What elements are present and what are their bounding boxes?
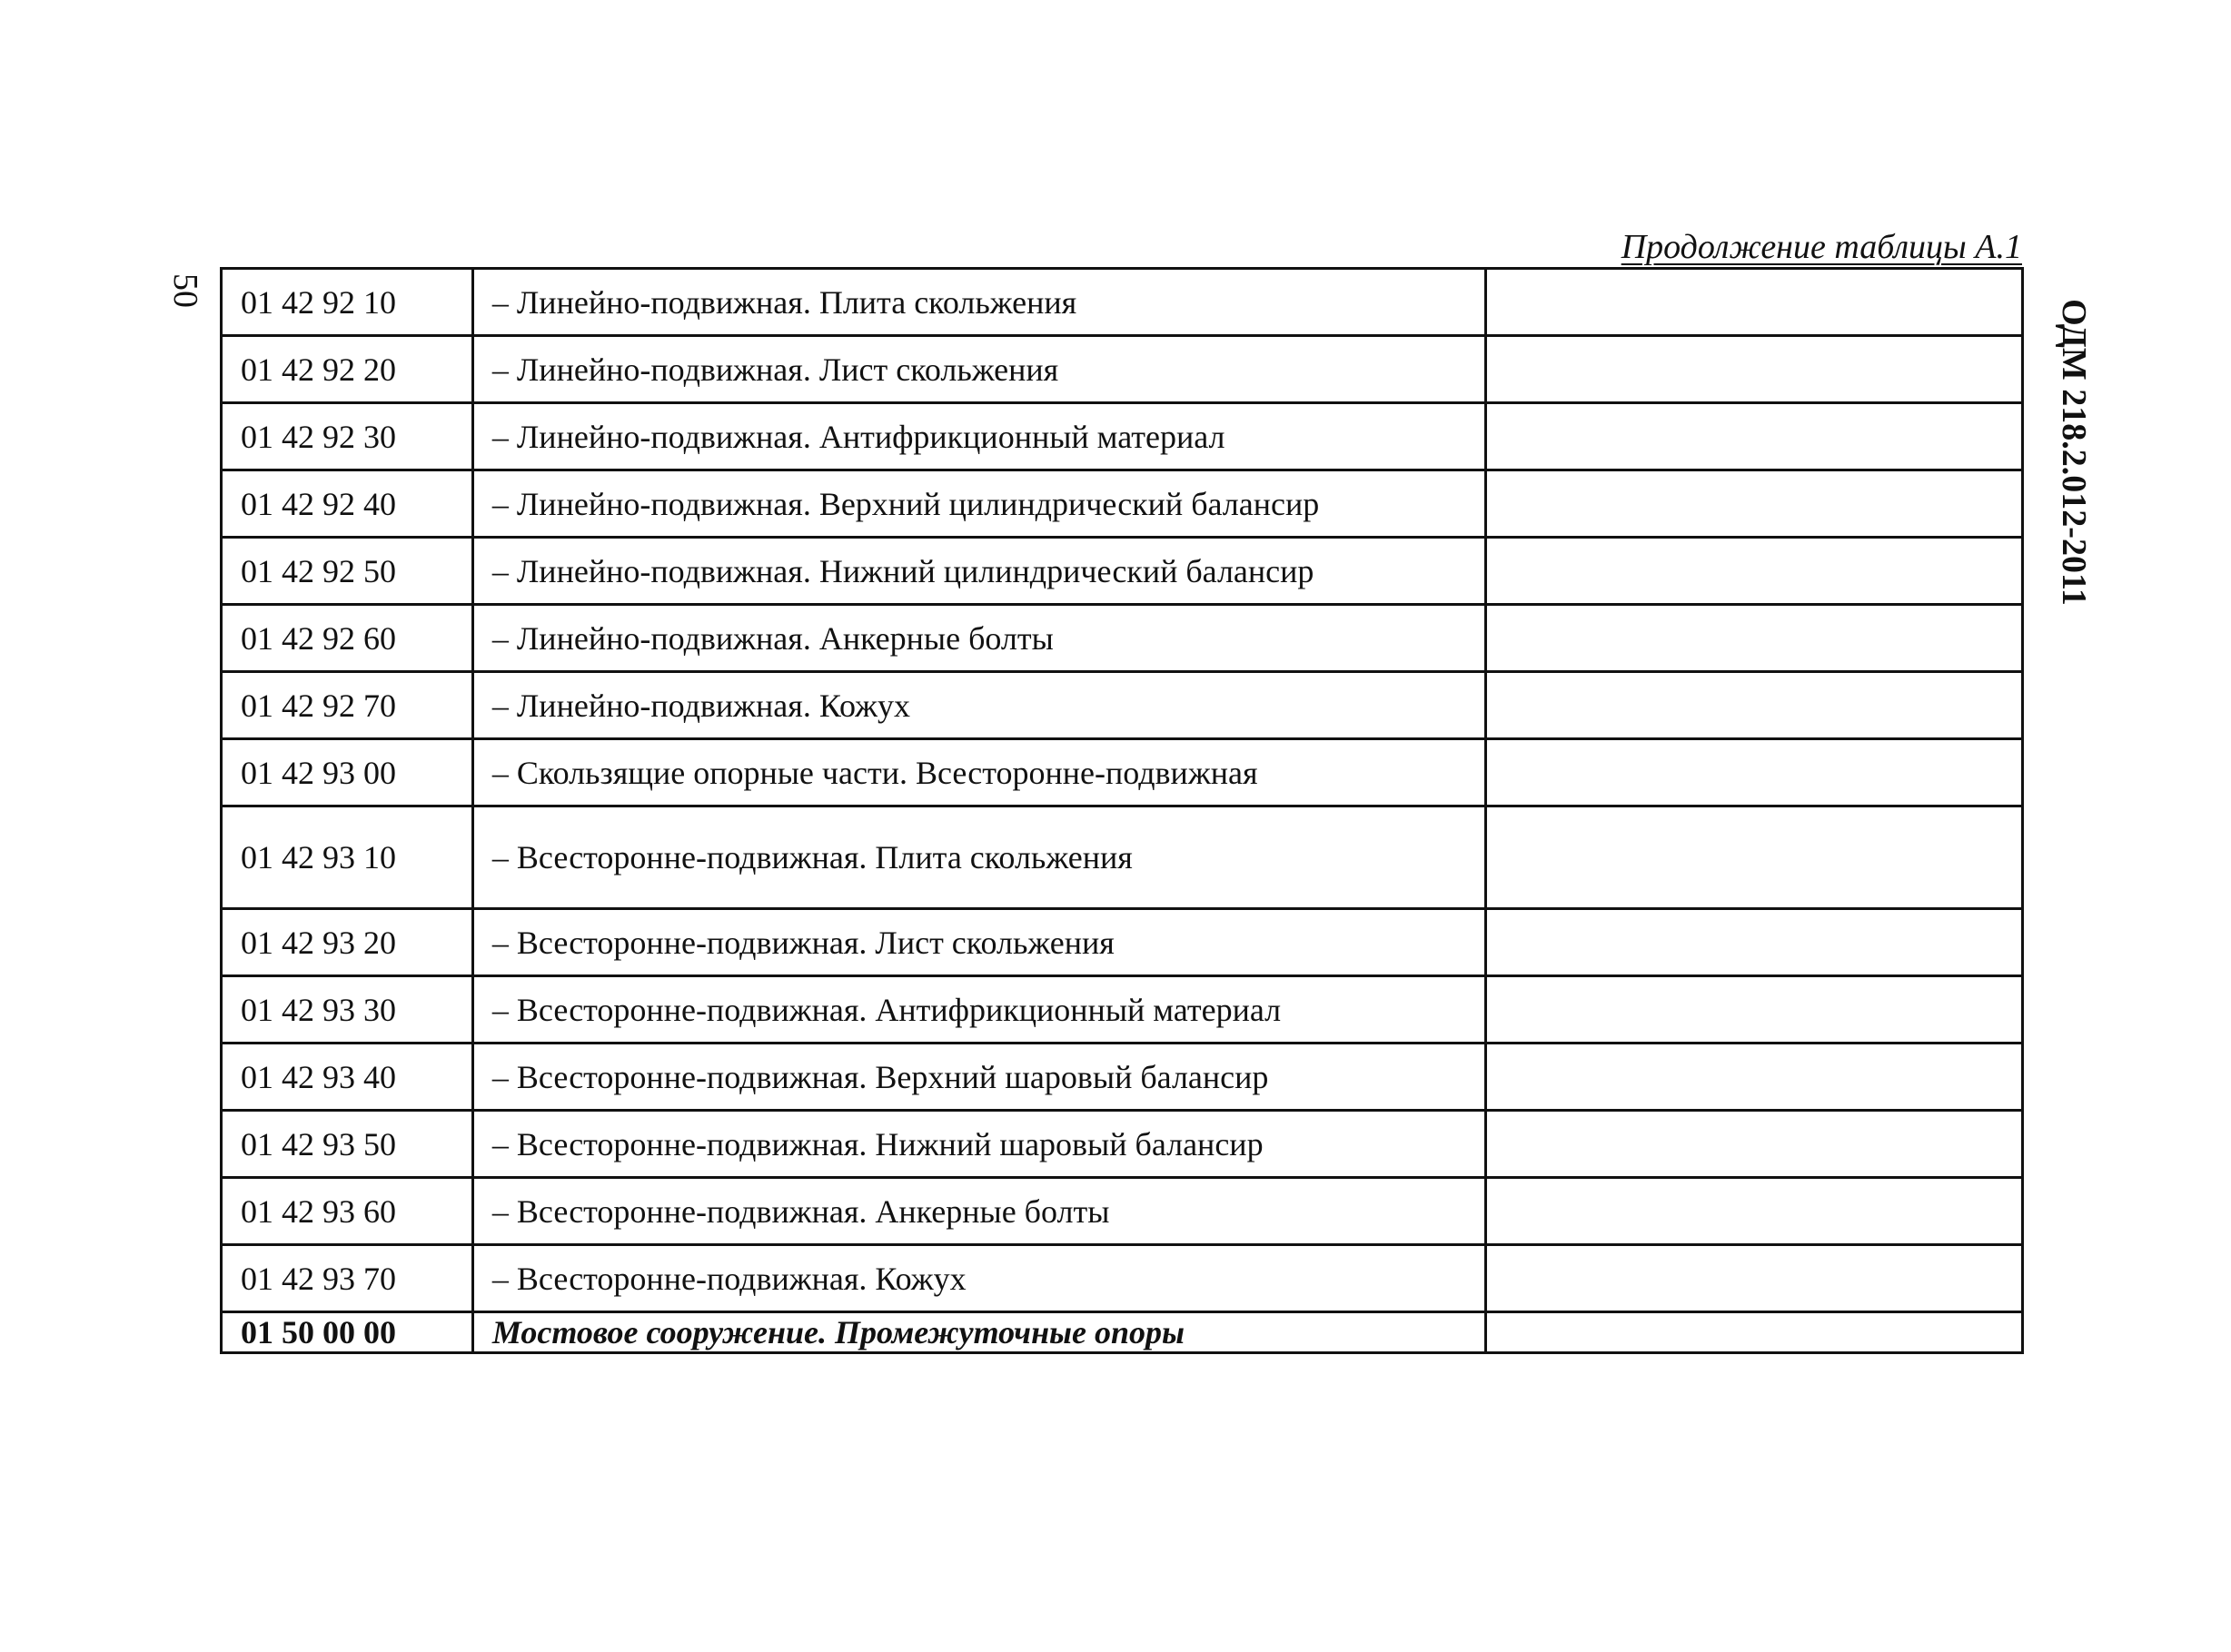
extra-cell (1485, 1178, 2022, 1245)
code-cell: 01 42 92 30 (222, 403, 473, 470)
extra-cell (1485, 976, 2022, 1044)
table-row (222, 1178, 2023, 1245)
table-row (222, 403, 2023, 470)
name-cell: – Линейно-подвижная. Лист скольжения (472, 336, 1485, 403)
extra-cell (1485, 269, 2022, 336)
table-row (222, 605, 2023, 672)
name-cell: – Линейно-подвижная. Плита скольжения (472, 269, 1485, 336)
name-cell: – Всесторонне-подвижная. Антифрикционный материал (472, 976, 1485, 1044)
code-cell: 01 42 93 60 (222, 1178, 473, 1245)
name-cell: – Линейно-подвижная. Нижний цилиндрический балансир (472, 538, 1485, 605)
table-row (222, 1044, 2023, 1111)
table-row (222, 976, 2023, 1044)
name-cell: – Линейно-подвижная. Верхний цилиндрический балансир (472, 470, 1485, 538)
code-cell: 01 42 93 50 (222, 1111, 473, 1178)
code-cell: 01 42 92 20 (222, 336, 473, 403)
table-row (222, 1245, 2023, 1312)
page-number: 50 (166, 273, 204, 308)
name-cell: – Всесторонне-подвижная. Лист скольжения (472, 909, 1485, 976)
code-cell: 01 42 92 60 (222, 605, 473, 672)
extra-cell (1485, 336, 2022, 403)
code-cell: 01 42 92 50 (222, 538, 473, 605)
document-code: ОДМ 218.2.012-2011 (2055, 299, 2093, 606)
table-row-section-heading (222, 1312, 2023, 1353)
code-cell: 01 42 93 40 (222, 1044, 473, 1111)
extra-cell (1485, 1312, 2022, 1353)
name-cell: – Всесторонне-подвижная. Кожух (472, 1245, 1485, 1312)
extra-cell (1485, 909, 2022, 976)
code-cell: 01 42 92 70 (222, 672, 473, 739)
table-row (222, 739, 2023, 806)
table-row (222, 538, 2023, 605)
extra-cell (1485, 739, 2022, 806)
table-row (222, 806, 2023, 909)
name-cell: – Всесторонне-подвижная. Анкерные болты (472, 1178, 1485, 1245)
table-row (222, 269, 2023, 336)
extra-cell (1485, 1044, 2022, 1111)
table-row (222, 672, 2023, 739)
code-cell: 01 42 93 10 (222, 806, 473, 909)
table-row (222, 1111, 2023, 1178)
code-cell: 01 50 00 00 (222, 1312, 473, 1353)
table-row (222, 470, 2023, 538)
name-cell: – Всесторонне-подвижная. Нижний шаровый балансир (472, 1111, 1485, 1178)
extra-cell (1485, 1111, 2022, 1178)
name-cell: – Линейно-подвижная. Анкерные болты (472, 605, 1485, 672)
extra-cell (1485, 806, 2022, 909)
name-cell: – Линейно-подвижная. Антифрикционный материал (472, 403, 1485, 470)
name-cell: Мостовое сооружение. Промежуточные опоры (472, 1312, 1485, 1353)
code-cell: 01 42 93 70 (222, 1245, 473, 1312)
name-cell: – Линейно-подвижная. Кожух (472, 672, 1485, 739)
name-cell: – Всесторонне-подвижная. Плита скольжения (472, 806, 1485, 909)
code-cell: 01 42 93 30 (222, 976, 473, 1044)
extra-cell (1485, 403, 2022, 470)
table-caption: Продолжение таблицы А.1 (1621, 228, 2022, 266)
extra-cell (1485, 470, 2022, 538)
classification-table (220, 267, 2024, 1354)
table-row (222, 909, 2023, 976)
extra-cell (1485, 1245, 2022, 1312)
code-cell: 01 42 92 40 (222, 470, 473, 538)
extra-cell (1485, 672, 2022, 739)
code-cell: 01 42 93 00 (222, 739, 473, 806)
table-row (222, 336, 2023, 403)
code-cell: 01 42 92 10 (222, 269, 473, 336)
name-cell: – Всесторонне-подвижная. Верхний шаровый балансир (472, 1044, 1485, 1111)
extra-cell (1485, 538, 2022, 605)
name-cell: – Скользящие опорные части. Всесторонне-подвижная (472, 739, 1485, 806)
code-cell: 01 42 93 20 (222, 909, 473, 976)
extra-cell (1485, 605, 2022, 672)
